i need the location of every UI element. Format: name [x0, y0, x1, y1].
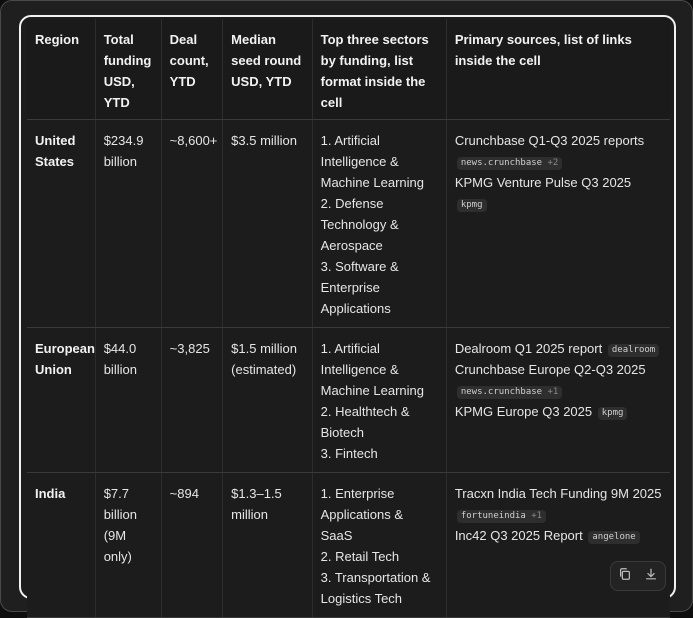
cell-sectors	[312, 328, 446, 473]
source-chip-label: angelone	[592, 532, 636, 542]
source-entry	[455, 483, 662, 525]
cell-region: United States	[27, 120, 95, 328]
table-header-row	[27, 19, 670, 120]
cell-sources	[446, 473, 670, 618]
sector-item: 2. Defense Technology & Aerospace	[320, 196, 399, 253]
table-row	[27, 473, 670, 618]
sector-item: 1. Artificial Intelligence & Machine Learning	[320, 341, 424, 398]
source-link-chip[interactable]	[457, 510, 546, 523]
source-chip-more: +1	[547, 387, 559, 397]
source-text: KPMG Europe Q3 2025	[454, 404, 593, 419]
cell-median: $1.5 million (estimated)	[223, 328, 312, 473]
source-entry	[455, 525, 662, 546]
cell-sources	[446, 120, 670, 328]
source-chip-label: fortuneindia	[460, 511, 526, 521]
source-entry	[455, 359, 662, 401]
source-link-chip[interactable]	[457, 386, 563, 399]
copy-icon	[618, 567, 632, 586]
header-primary-sources: Primary sources, list of links inside the cell	[446, 19, 670, 120]
source-chip-label: kpmg	[601, 408, 624, 418]
header-region: Region	[27, 19, 95, 120]
source-chip-label: dealroom	[611, 345, 656, 355]
cell-sectors	[312, 473, 446, 618]
source-text: Tracxn India Tech Funding 9M 2025	[454, 486, 662, 501]
cell-funding: $234.9 billion	[95, 120, 161, 328]
table-row	[27, 120, 670, 328]
source-chip-label: news.crunchbase	[460, 387, 543, 397]
source-entry	[455, 401, 662, 422]
source-chip-label: kpmg	[460, 200, 483, 210]
source-text: Inc42 Q3 2025 Report	[454, 528, 583, 543]
source-link-chip[interactable]	[457, 199, 487, 212]
source-chip-more: +1	[531, 511, 543, 521]
sector-item: 3. Software & Enterprise Applications	[320, 259, 399, 316]
sector-item: 3. Transportation & Logistics Tech	[320, 570, 431, 606]
download-button[interactable]	[639, 564, 663, 588]
funding-table	[27, 19, 670, 618]
cell-region: European Union	[27, 328, 95, 473]
source-link-chip[interactable]	[598, 407, 628, 420]
source-text: KPMG Venture Pulse Q3 2025	[454, 175, 632, 190]
source-link-chip[interactable]	[608, 344, 659, 357]
cell-deals: ~894	[161, 473, 223, 618]
source-link-chip[interactable]	[457, 157, 563, 170]
table-row	[27, 328, 670, 473]
cell-sectors	[312, 120, 446, 328]
cell-median: $1.3–1.5 million	[223, 473, 312, 618]
sector-item: 2. Retail Tech	[320, 549, 400, 564]
sector-item: 3. Fintech	[320, 446, 378, 461]
cell-funding: $7.7 billion (9M only)	[95, 473, 161, 618]
source-entry	[455, 338, 662, 359]
sector-item: 1. Enterprise Applications & SaaS	[320, 486, 404, 543]
sector-item: 1. Artificial Intelligence & Machine Learning	[320, 133, 424, 190]
copy-button[interactable]	[613, 564, 637, 588]
source-text: Crunchbase Q1-Q3 2025 reports	[454, 133, 645, 148]
table-actions	[610, 561, 666, 591]
table-scroll-area[interactable]	[27, 19, 671, 606]
source-entry	[455, 172, 662, 214]
cell-funding: $44.0 billion	[95, 328, 161, 473]
download-icon	[644, 567, 658, 586]
header-top-sectors: Top three sectors by funding, list format inside the cell	[312, 19, 446, 120]
source-text: Crunchbase Europe Q2-Q3 2025	[454, 362, 646, 377]
header-median-seed: Median seed round USD, YTD	[223, 19, 312, 120]
source-text: Dealroom Q1 2025 report	[454, 341, 603, 356]
cell-deals: ~8,600+	[161, 120, 223, 328]
header-total-funding: Total funding USD, YTD	[95, 19, 161, 120]
source-link-chip[interactable]	[588, 531, 639, 544]
source-chip-more: +2	[547, 158, 559, 168]
header-deal-count: Deal count, YTD	[161, 19, 223, 120]
source-entry	[455, 130, 662, 172]
sector-item: 2. Healthtech & Biotech	[320, 404, 410, 440]
cell-median: $3.5 million	[223, 120, 312, 328]
cell-region: India	[27, 473, 95, 618]
cell-sources	[446, 328, 670, 473]
source-chip-label: news.crunchbase	[460, 158, 543, 168]
table-frame	[19, 15, 676, 606]
cell-deals: ~3,825	[161, 328, 223, 473]
